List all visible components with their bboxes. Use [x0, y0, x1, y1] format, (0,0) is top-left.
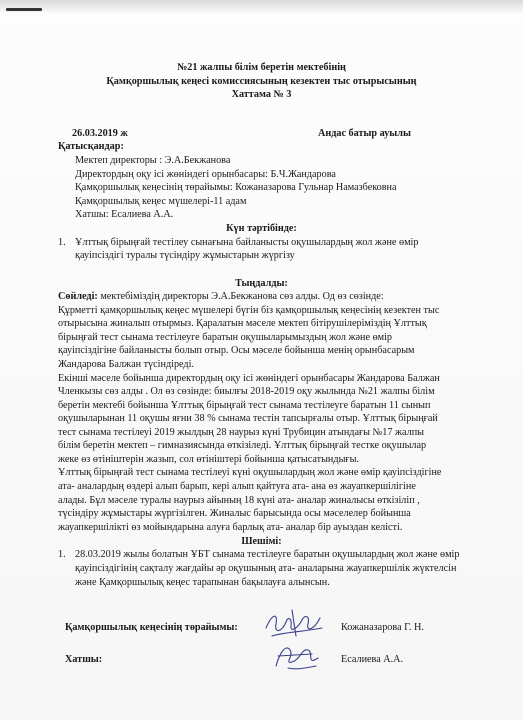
heard-heading: Тыңдалды:	[235, 278, 288, 289]
scan-mark	[6, 8, 42, 11]
school-title: №21 жалпы білім беретін мектебінің	[177, 62, 346, 73]
para1-line: Жандарова Балжан түсіндіреді.	[58, 359, 194, 370]
participant-director: Мектеп директоры : Э.А.Бекжанова	[75, 155, 231, 166]
decision-heading: Шешімі:	[241, 536, 282, 547]
agenda-number: 1.	[58, 237, 66, 248]
commission-title: Қамқоршылық кеңесі комиссиясының кезектен тыс отырысының	[106, 76, 417, 87]
secretary-signature-name: Есалиева А.А.	[341, 654, 404, 665]
agenda-heading: Күн тәртібінде:	[226, 223, 297, 234]
spoke-text: мектебіміздің директоры Э.А.Бекжанова сөз алды. Од өз сөзінде:	[97, 291, 384, 302]
scan-shadow	[0, 0, 523, 14]
chair-signature-label: Қамқоршылық кеңесінің төрайымы:	[65, 622, 238, 633]
para1-line: Құрметті қамқоршылық кеңес мүшелері бүгін біз қамқоршылық кеңесінің кезектен тыс	[58, 305, 440, 316]
para3-line: түсіндіру жұмыстары жүргізілген. Жиналыс барысында осы мәселелер бойынша	[58, 508, 411, 519]
para1-line: бірыңғай тест сынама тестілеуге баратын оқушыларымыздың жол және өмір	[58, 332, 393, 343]
decision-line-3: және Қамқоршылық кеңес тарапынан бақылауға алынсын.	[75, 577, 330, 588]
para2-line: жеке өз өтініштерін жазып, сол өтініштері бойынша қатысатындығы.	[58, 454, 359, 465]
para3-line: Ұлттық бірыңғай тест сынама тестілеуі күні оқушылардың жол және өмір қауіпсіздігіне	[58, 467, 442, 478]
chair-signature-mark	[262, 606, 326, 640]
para2-line: Членкызы сөз алды . Ол өз сөзінде: биылғы 2018-2019 оқу жылында №21 жалпы білім	[58, 386, 435, 397]
para2-line: тест сынама тестілеуі 2019 жылдың 28 наурыз күні Трубицин атындағы №17 жалпы	[58, 427, 425, 438]
para2-line: Екінші мәселе бойынша директордың оқу ісі жөніндегі орынбасары Жандарова Балжан	[58, 373, 440, 384]
para3-line: жауапкершілікті өз мойындарына алуға барлық ата- аналар бір ауыздан келісті.	[58, 522, 403, 533]
secretary-signature-mark	[272, 640, 322, 672]
decision-number: 1.	[58, 549, 66, 560]
protocol-number: Хаттама № 3	[231, 89, 292, 100]
spoke-line	[58, 291, 384, 303]
para1-line: отырысына жиналып отырмыз. Қаралатын мәселе мектеп бітірушілеріміздің Ұлттық	[58, 318, 427, 329]
agenda-line-2: қауіпсіздігі туралы түсіндіру жұмыстарын жүргізу	[75, 250, 295, 261]
decision-line-1: 28.03.2019 жылы болатын ҰБТ сынама тестілеуге баратын оқушылардың жол және өмір	[75, 549, 460, 560]
secretary-signature-label: Хатшы:	[65, 654, 103, 665]
agenda-line-1: Ұлттық бірыңғай тестілеу сынағына байланысты оқушылардың жол және өмір	[75, 237, 419, 248]
para3-line: ата- аналардың өздері алып барып, кері алып қайтуға ата- ана өз жауапкершілігіне	[58, 481, 416, 492]
participants-heading: Қатысқандар:	[58, 141, 124, 152]
decision-line-2: қауіпсіздігінің сақталу жағдайы әр оқушының ата- аналарына жауапкершілік жүктелсін	[75, 563, 457, 574]
spoke-label: Сөйледі:	[58, 291, 98, 302]
participant-secretary: Хатшы: Есалиева А.А.	[75, 209, 174, 220]
para2-line: оқушыларынан 11 оқушы яғни 38 % сынама тестін тапсырғалы отыр. Ұлттық бірыңғай	[58, 413, 438, 424]
chair-signature-name: Кожаназарова Г. Н.	[341, 622, 424, 633]
participant-deputy: Директордың оқу ісі жөніндегі орынбасары: Б.Ч.Жандарова	[75, 169, 336, 180]
para2-line: беретін мектебі бойынша Ұлттық бірыңғай тест сынама тестілеуге баратын 11 сынып	[58, 400, 431, 411]
para3-line: алады. Бұл мәселе туралы наурыз айының 18 күні ата- аналар жиналысы өткізіліп ,	[58, 495, 420, 506]
participant-members: Қамқоршылық кеңес мүшелері-11 адам	[75, 196, 247, 207]
para1-line: қауіпсіздігіне байланысты болып отыр. Осы мәселе бойынша менің орынбасарым	[58, 345, 415, 356]
para2-line: білім беретін мектеп – гимназиясында өткізіледі. Ұлттық бірыңғай тестке оқушылар	[58, 440, 427, 451]
meeting-date: 26.03.2019 ж	[72, 128, 128, 139]
participant-chair: Қамқоршылық кеңесінің төрайымы: Кожаназарова Гульнар Намазбековна	[75, 182, 397, 193]
meeting-place: Андас батыр ауылы	[318, 128, 411, 139]
